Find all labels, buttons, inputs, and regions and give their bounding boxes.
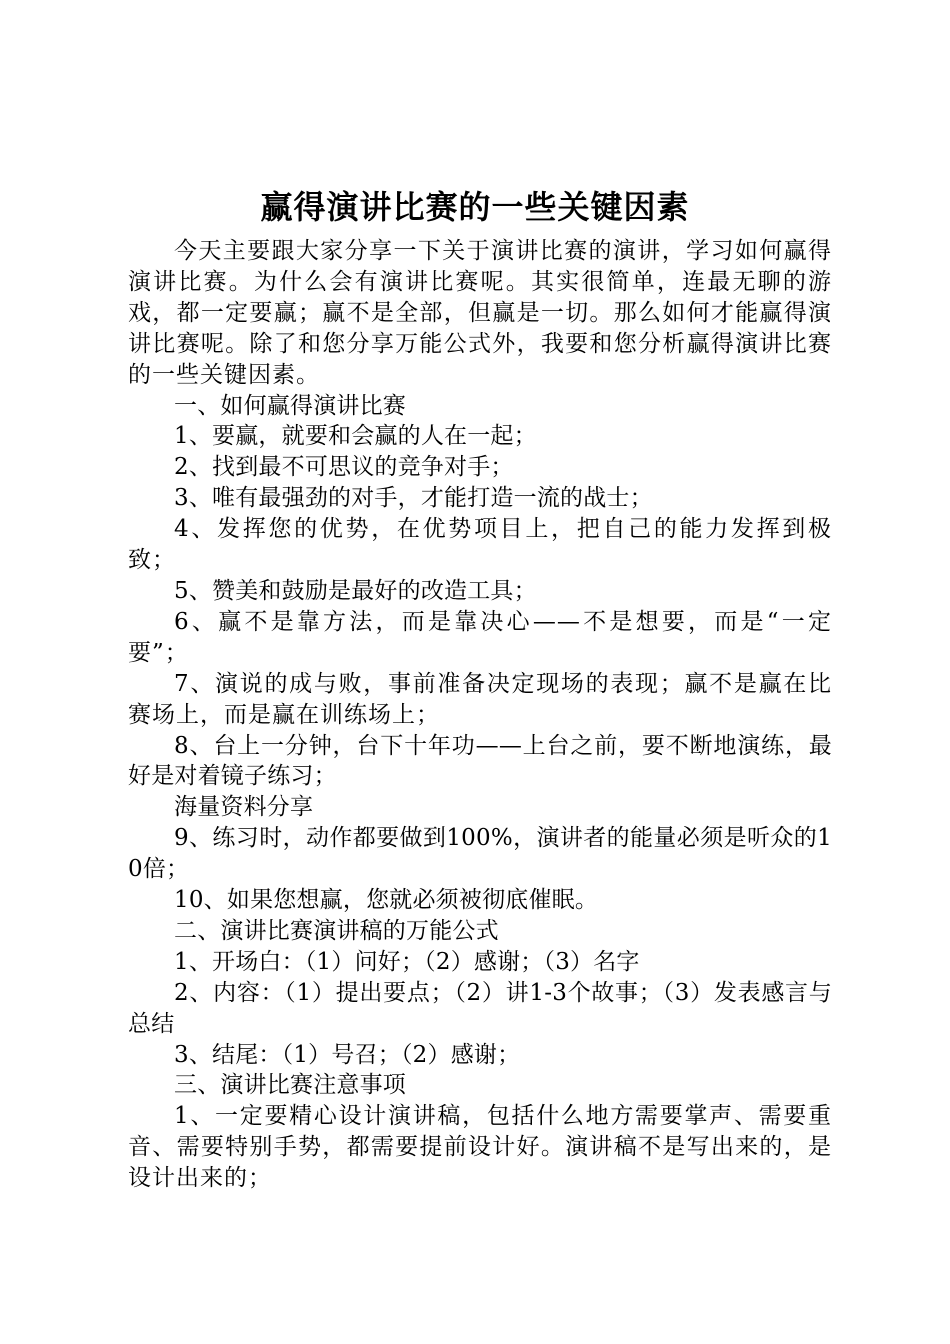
- list-item: 10、如果您想赢，您就必须被彻底催眠。: [174, 887, 599, 914]
- list-item: 9、练习时，动作都要做到100%，演讲者的能量必须是听众的10倍；: [128, 825, 832, 883]
- list-item: 1、要赢，就要和会赢的人在一起；: [174, 423, 537, 450]
- list-item: 2、内容：（1）提出要点；（2）讲1-3个故事；（3）发表感言与总结: [128, 979, 832, 1037]
- list-item: 1、一定要精心设计演讲稿，包括什么地方需要掌声、需要重音、需要特别手势，都需要提前设计好。演讲稿不是写出来的，是设计出来的；: [128, 1103, 832, 1192]
- list-item: 3、唯有最强劲的对手，才能打造一流的战士；: [174, 485, 653, 512]
- list-item: 6、赢不是靠方法，而是靠决心——不是想要，而是“一定要”；: [128, 608, 832, 666]
- list-item: 3、结尾：（1）号召；（2）感谢；: [174, 1041, 521, 1068]
- document-body: [128, 236, 832, 1194]
- list-item: 8、台上一分钟，台下十年功——上台之前，要不断地演练，最好是对着镜子练习；: [128, 732, 832, 790]
- section-heading-1: 一、如何赢得演讲比赛: [174, 392, 406, 419]
- list-item: 2、找到最不可思议的竞争对手；: [174, 454, 514, 481]
- list-item: 5、赞美和鼓励是最好的改造工具；: [174, 577, 537, 604]
- list-item: 1、开场白：（1）问好；（2）感谢；（3）名字: [174, 948, 640, 975]
- intro-paragraph: 今天主要跟大家分享一下关于演讲比赛的演讲，学习如何赢得演讲比赛。为什么会有演讲比赛呢。其实很简单，连最无聊的游戏，都一定要赢；赢不是全部，但赢是一切。那么如何才能赢得演讲比赛呢。除了和您分享万能公式外，我要和您分析赢得演讲比赛的一些关键因素。: [128, 238, 832, 388]
- section-heading-2: 二、演讲比赛演讲稿的万能公式: [174, 917, 499, 944]
- list-item: 4、发挥您的优势，在优势项目上，把自己的能力发挥到极致；: [128, 516, 832, 574]
- list-item: 海量资料分享: [174, 794, 314, 821]
- list-item: 7、演说的成与败，事前准备决定现场的表现；赢不是赢在比赛场上，而是赢在训练场上；: [128, 670, 832, 728]
- section-heading-3: 三、演讲比赛注意事项: [174, 1072, 406, 1099]
- document-title: 赢得演讲比赛的一些关键因素: [260, 188, 690, 226]
